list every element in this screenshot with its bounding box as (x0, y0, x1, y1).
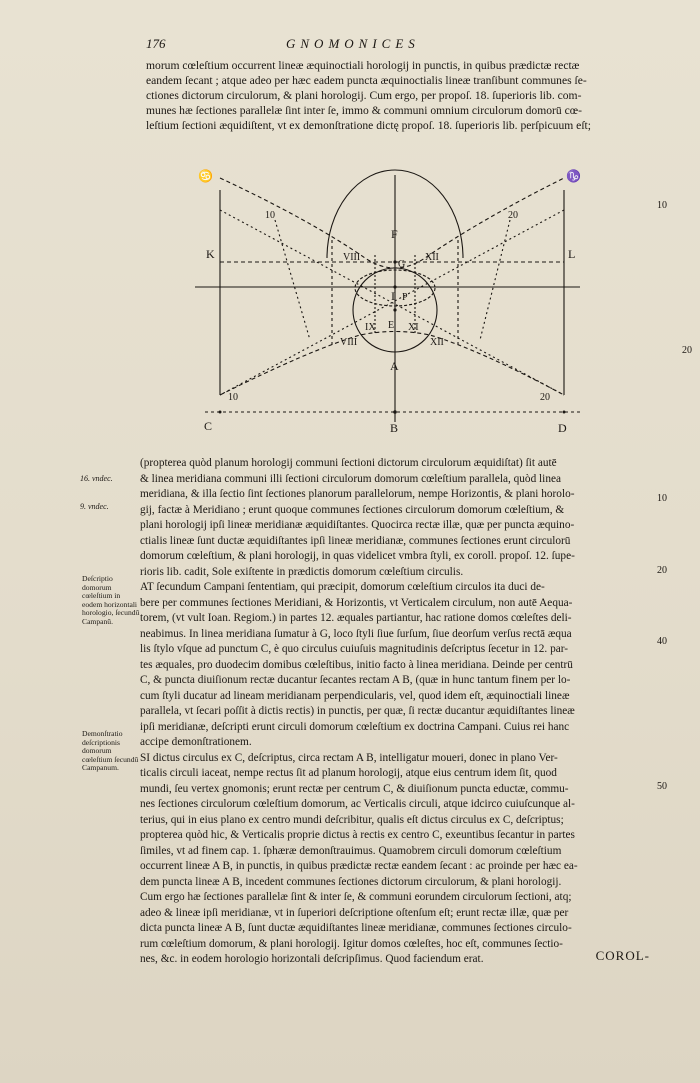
line-number: 50 (657, 781, 667, 792)
label-d: D (558, 421, 567, 435)
hour-label: 20 (540, 392, 550, 403)
label-c: C (204, 419, 213, 433)
text-line: nes ſectiones circulorum cœleſtium domorum, ac Verticalis circuli, atque idcirco cuiuſcunque al- (140, 798, 575, 810)
text-line: propterea quòd hic, & Verticalis proprie dictus à rectis ex centro C, exeuntibus ſecantur in partes (140, 829, 575, 841)
hour-label: VIII (343, 252, 361, 263)
hour-label: 20 (508, 210, 518, 221)
diagram-svg (180, 160, 600, 440)
line-number: 10 (657, 493, 667, 504)
text-line: morum cœleſtium occurrent lineæ æquinoctiali horologij in punctis, in quibus prædictæ rectæ (146, 59, 580, 72)
hour-label: 10 (228, 392, 238, 403)
text-line: & linea meridiana communi illi ſectioni circulorum domorum cœleſtium parallela, quòd linea (140, 472, 562, 485)
text-line: nes, &c. in eodem horologio horizontali deſcripſimus. Quod faciendum erat. (140, 953, 484, 965)
hour-label: XI (408, 322, 419, 333)
page-header (146, 36, 616, 56)
text-line: tes æquales, pro duodecim domibus cœleſtibus, initio facto à linea meridiana. Deinde per centrū (140, 658, 573, 671)
label-b: B (390, 421, 399, 435)
running-title: GNOMONICES (286, 36, 420, 51)
text-line: bere per communes ſectiones Meridiani, & Horizontis, vt Verticalem circulum, non autē Aequa- (140, 596, 573, 609)
hour-label: XII (430, 337, 444, 348)
hour-label: 10 (265, 210, 275, 221)
text-line: gij, factæ à Meridiano ; erunt quoque communes ſectiones circulorum domorum cœleſtium, & (140, 503, 565, 516)
text-line: eandem ſecant ; atque adeo per hæc eadem puncta æquinoctialis lineæ tranſibunt communes ſe- (146, 74, 587, 87)
gnomonic-diagram (180, 160, 600, 440)
line-number: 20 (657, 565, 667, 576)
text-line: torem, (vt vult Ioan. Regiom.) in partes 12. æquales partiantur, hac ratione domos cœleſtes deli- (140, 612, 572, 624)
text-line: AT ſecundum Campani ſententiam, qui præcipit, domorum cœleſtium circulos ita duci de- (140, 581, 545, 593)
upper-curve (220, 178, 564, 268)
margin-ref: 16. vndec. (80, 474, 113, 483)
label-p: P (402, 292, 408, 303)
text-line: adeo & lineæ ipſi meridianæ, vt in ſuperiori deſcriptione oſtenſum eſt; erunt rectæ illæ, quæ per (140, 906, 569, 919)
hour-label: VIII (340, 337, 358, 348)
hour-line-left (275, 220, 310, 340)
margin-note: Deſcriptio domorum cœleſtium in eodem horizontali horologio, ſecundū Campanū. (82, 574, 140, 626)
label-e: E (388, 320, 395, 331)
text-line: parallela, vt ſecari poſſit à dictis rectis) in punctis, per quæ, ſi rectæ ducantur æquidiſtantes lineæ (140, 705, 575, 717)
text-line: dem puncta lineæ A B, incedent communes ſectiones dictorum circulorum, & plani horologij. (140, 875, 562, 888)
margin-ref: 9. vndec. (80, 502, 109, 511)
text-line: rioris lib. cadit, Sole exiſtente in prædictis domorum cœleſtium circulis. (140, 565, 464, 578)
hour-label: XII (425, 252, 439, 263)
line-number: 20 (682, 345, 692, 356)
capricorn-sign: ♑ (566, 169, 581, 183)
line-number: 10 (657, 200, 667, 211)
label-l: L (568, 247, 576, 261)
text-line: accipe demonſtrationem. (140, 736, 252, 748)
label-k: K (206, 247, 215, 261)
text-line: ticalis circuli iaceat, nempe rectus ſit ad planum horologij, atque eius centrum idem ſit, quod (140, 767, 557, 779)
top-paragraph (146, 58, 651, 133)
text-line: lis ſtylo vſque ad punctum C, è quo circulus cuiuſuis magnitudinis deſcriptus ſecetur in 12. par- (140, 643, 569, 655)
cancer-sign: ♋ (198, 169, 213, 183)
text-line: occurrent lineæ A B, in punctis, in quibus prædictæ rectæ eandem ſecant : ac proinde per hæc ea- (140, 860, 578, 872)
text-line: leſtium ſectioni æquidiſtent, vt ex demonſtratione dictę propoſ. 18. ſuperioris lib. perſpicuum eſt; (146, 119, 591, 132)
text-line: rum cœleſtium domorum, & plani horologij. Igitur domos cœleſtes, hoc eſt, communes ſectio- (140, 937, 563, 950)
catchword: COROL- (595, 948, 650, 963)
text-line: dicta puncta lineæ A B, ſunt ductæ æquidiſtantes lineæ meridianæ, communes ſectiones circulo- (140, 922, 572, 934)
hour-label: IX (365, 322, 376, 333)
label-f: F (391, 227, 398, 241)
text-line: munes hæ ſectiones parallelæ ſint inter ſe, immo & communi omnium circulorum domorū cœ- (146, 104, 582, 117)
text-line: SI dictus circulus ex C, deſcriptus, circa rectam A B, intelligatur moueri, donec in plano Ver- (140, 751, 558, 764)
text-line: ctiones dictorum circulorum, & plani horologij. Cum ergo, per propoſ. 18. ſuperioris lib. com- (146, 89, 582, 102)
text-line: mundi, ſeu vertex gnomonis; erunt rectæ per centrum C, & diuiſionum puncta eductæ, commu- (140, 782, 569, 795)
text-line: neabimus. In linea meridiana ſumatur à G, loco ſtyli ſiue ſurſum, ſiue deorſum verſus rectā æqua (140, 627, 572, 640)
hour-line-right (480, 220, 510, 340)
page-number: 176 (146, 36, 166, 51)
line-number: 40 (657, 636, 667, 647)
text-line: Cum ergo hæ ſectiones parallelæ ſint & inter ſe, & communi eorundem circulorum ſectioni, atq; (140, 891, 572, 903)
text-line: meridiana, & illa ſectio ſint ſectiones planorum parallelorum, nempe Horizontis, & plani horolo- (140, 488, 575, 500)
text-line: ctialis lineæ ſunt ductæ æquidiſtantes ipſi lineæ meridianæ, communes ſectiones erunt circulorū (140, 534, 571, 547)
text-line: ipſi meridianæ, deſcripti erunt circuli domorum cœleſtium ex doctrina Campani. Cuius rei hanc (140, 720, 570, 733)
text-line: ſimiles, vt ad finem cap. 1. ſphæræ demonſtrauimus. Quamobrem circuli domorum cœleſtium (140, 844, 562, 857)
label-a: A (390, 359, 399, 373)
main-text (140, 456, 652, 968)
margin-note: Demonſtratio deſcriptionis domorum cœleſtium ſecundū Campanum. (82, 729, 139, 772)
label-i: I (391, 289, 395, 303)
text-line: (propterea quòd planum horologij communi ſectioni dictorum circulorum æquidiſtat) ſit autē (140, 457, 557, 469)
text-line: terius, qui in eius plano ex centro mundi deſcribitur, qualis eſt dictus circulus ex C, deſcriptus; (140, 813, 564, 826)
text-line: domorum cœleſtium, & plani horologij, in quas videlicet vmbra ſtyli, ex coroll. propoſ. 12. ſupe- (140, 550, 575, 562)
label-g: G (398, 259, 406, 270)
text-line: plani horologij ipſi lineæ meridianæ æquidiſtantes. Quocirca rectæ illæ, quæ per puncta æquino- (140, 519, 575, 531)
text-line: C, & puncta diuiſionum rectæ ducantur ſecantes rectam A B, (quæ in hunc tantum finem per lo- (140, 674, 571, 686)
text-line: cum ſtyli ducatur ad lineam meridianam perpendicularis, vel, quod idem eſt, æquinoctiali lineæ (140, 689, 570, 702)
